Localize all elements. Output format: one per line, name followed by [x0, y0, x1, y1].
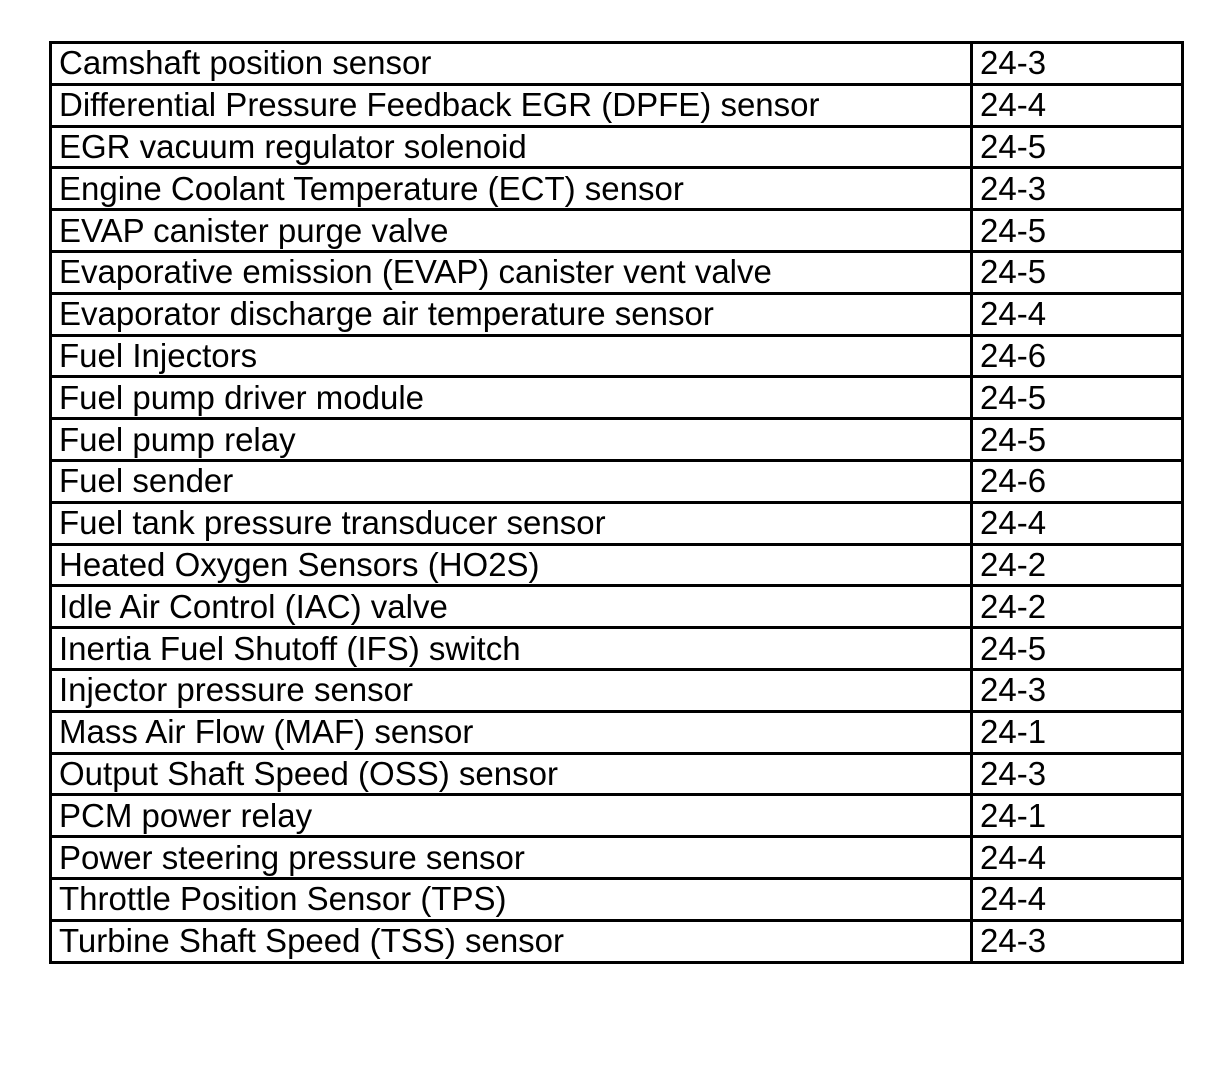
table-row [51, 502, 1183, 544]
component-name: EVAP canister purge valve [51, 210, 972, 252]
table-row [51, 711, 1183, 753]
page-reference: 24-3 [972, 168, 1183, 210]
component-name: Engine Coolant Temperature (ECT) sensor [51, 168, 972, 210]
page-reference: 24-5 [972, 628, 1183, 670]
page-reference: 24-4 [972, 84, 1183, 126]
table-row [51, 586, 1183, 628]
component-index-table [49, 41, 1184, 964]
component-name: PCM power relay [51, 795, 972, 837]
table-row [51, 544, 1183, 586]
component-name: Evaporative emission (EVAP) canister vent valve [51, 251, 972, 293]
component-name: Differential Pressure Feedback EGR (DPFE) sensor [51, 84, 972, 126]
table-row [51, 628, 1183, 670]
component-name: EGR vacuum regulator solenoid [51, 126, 972, 168]
page-reference: 24-2 [972, 586, 1183, 628]
table-row [51, 293, 1183, 335]
table-row [51, 377, 1183, 419]
table-body [51, 43, 1183, 963]
component-name: Fuel pump relay [51, 419, 972, 461]
page-reference: 24-5 [972, 126, 1183, 168]
component-name: Injector pressure sensor [51, 669, 972, 711]
component-name: Turbine Shaft Speed (TSS) sensor [51, 920, 972, 962]
component-name: Camshaft position sensor [51, 43, 972, 85]
table-row [51, 126, 1183, 168]
table-row [51, 795, 1183, 837]
table-row [51, 753, 1183, 795]
table-row [51, 878, 1183, 920]
page-reference: 24-4 [972, 878, 1183, 920]
page-reference: 24-2 [972, 544, 1183, 586]
page-reference: 24-5 [972, 251, 1183, 293]
table-row [51, 43, 1183, 85]
component-name: Heated Oxygen Sensors (HO2S) [51, 544, 972, 586]
component-name: Fuel pump driver module [51, 377, 972, 419]
table-row [51, 837, 1183, 879]
component-name: Fuel tank pressure transducer sensor [51, 502, 972, 544]
page-reference: 24-1 [972, 795, 1183, 837]
page-reference: 24-4 [972, 293, 1183, 335]
page-reference: 24-3 [972, 920, 1183, 962]
page-reference: 24-1 [972, 711, 1183, 753]
page-reference: 24-3 [972, 753, 1183, 795]
page-reference: 24-4 [972, 837, 1183, 879]
table-row [51, 669, 1183, 711]
table-row [51, 84, 1183, 126]
table-row [51, 210, 1183, 252]
component-name: Fuel Injectors [51, 335, 972, 377]
component-name: Mass Air Flow (MAF) sensor [51, 711, 972, 753]
table-row [51, 920, 1183, 962]
component-name: Fuel sender [51, 460, 972, 502]
page-reference: 24-3 [972, 43, 1183, 85]
table-row [51, 335, 1183, 377]
table-row [51, 251, 1183, 293]
table-row [51, 168, 1183, 210]
component-name: Output Shaft Speed (OSS) sensor [51, 753, 972, 795]
page-reference: 24-3 [972, 669, 1183, 711]
component-name: Evaporator discharge air temperature sensor [51, 293, 972, 335]
table-row [51, 460, 1183, 502]
component-name: Throttle Position Sensor (TPS) [51, 878, 972, 920]
component-name: Power steering pressure sensor [51, 837, 972, 879]
table-row [51, 419, 1183, 461]
page-reference: 24-5 [972, 419, 1183, 461]
page-reference: 24-6 [972, 335, 1183, 377]
component-name: Idle Air Control (IAC) valve [51, 586, 972, 628]
page-reference: 24-6 [972, 460, 1183, 502]
page-reference: 24-5 [972, 210, 1183, 252]
page-reference: 24-4 [972, 502, 1183, 544]
page-reference: 24-5 [972, 377, 1183, 419]
component-name: Inertia Fuel Shutoff (IFS) switch [51, 628, 972, 670]
